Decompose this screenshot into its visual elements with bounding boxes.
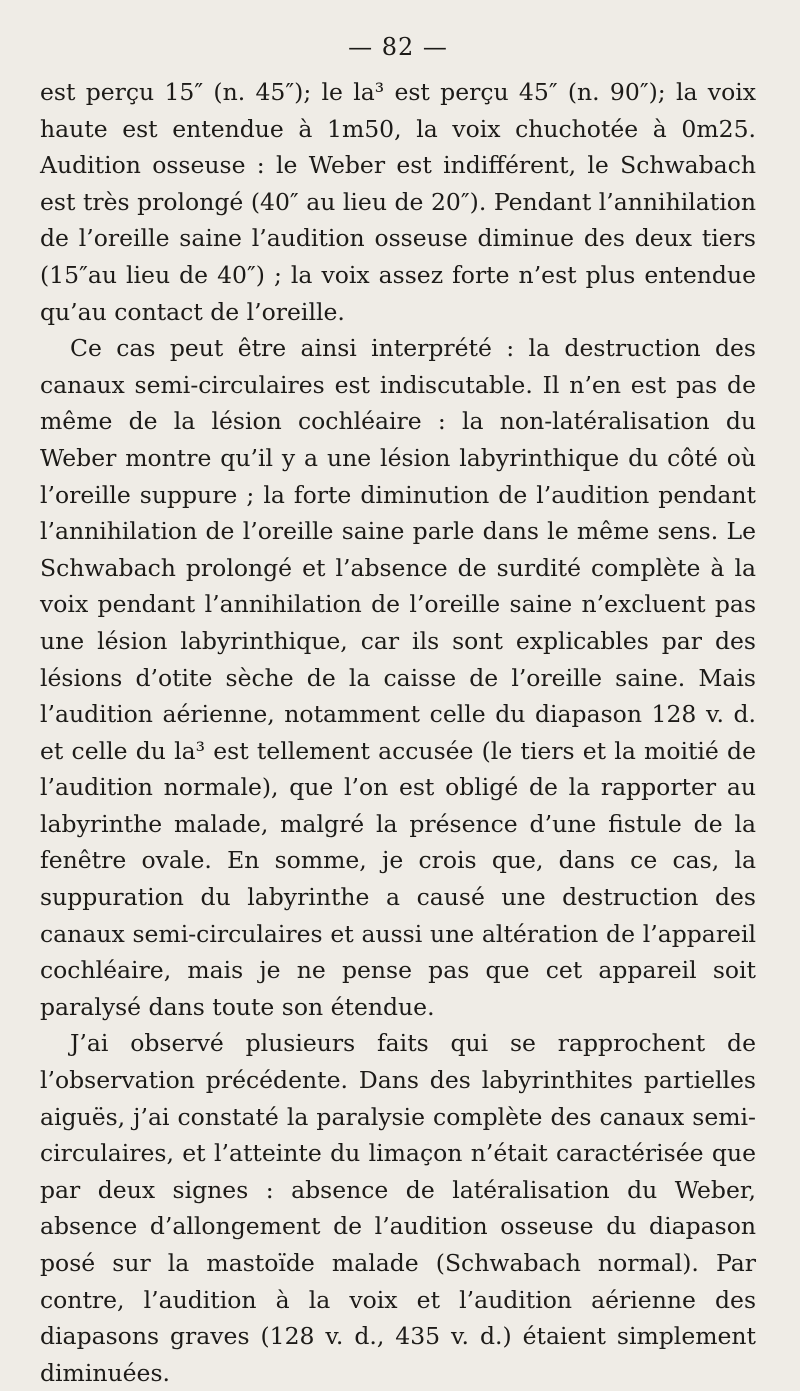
- page-number: — 82 —: [348, 33, 448, 61]
- paragraph-2: Ce cas peut être ainsi interprété : la destruction des canaux semi-circulaires est indiscutable. Il n’en est pas de même de la lésion cochléaire : la non-latéralisation du Weber montre qu’il y a une lésion labyrinthique du côté où l’oreille suppure ; la forte diminution de l’audition pendant l’annihilation de l’oreille saine parle dans le même sens. Le Schwabach prolongé et l’absence de surdité complète à la voix pendant l’annihilation de l’oreille saine n’excluent pas une lésion labyrinthique, car ils sont explicables par des lésions d’otite sèche de la caisse de l’oreille saine. Mais l’audition aérienne, notamment celle du diapason 128 v. d. et celle du la³ est tellement accusée (le tiers et la moitié de l’audition normale), que l’on est obligé de la rapporter au labyrinthe malade, malgré la présence d’une fistule de la fenêtre ovale. En somme, je crois que, dans ce cas, la suppuration du labyrinthe a causé une destruction des canaux semi-circulaires et aussi une altération de l’appareil cochléaire, mais je ne pense pas que cet appareil soit paralysé dans toute son étendue.: [40, 334, 756, 1021]
- paragraph-3: J’ai observé plusieurs faits qui se rapprochent de l’observation précédente. Dans des labyrinthites partielles aiguës, j’ai constaté la paralysie complète des canaux semi-circulaires, et l’atteinte du limaçon n’était caractérisée que par deux signes : absence de latéralisation du Weber, absence d’allongement de l’audition osseuse du diapason posé sur la mastoïde malade (Schwabach normal). Par contre, l’audition à la voix et l’audition aérienne des diapasons graves (128 v. d., 435 v. d.) étaient simplement diminuées.: [40, 1029, 756, 1387]
- paragraph-1: est perçu 15″ (n. 45″); le la³ est perçu 45″ (n. 90″); la voix haute est entendue à 1m50, la voix chuchotée à 0m25. Audition osseuse : le Weber est indifférent, le Schwabach est très prolongé (40″ au lieu de 20″). Pendant l’annihilation de l’oreille saine l’audition osseuse diminue des deux tiers (15″au lieu de 40″) ; la voix assez forte n’est plus entendue qu’au contact de l’oreille.: [40, 78, 756, 326]
